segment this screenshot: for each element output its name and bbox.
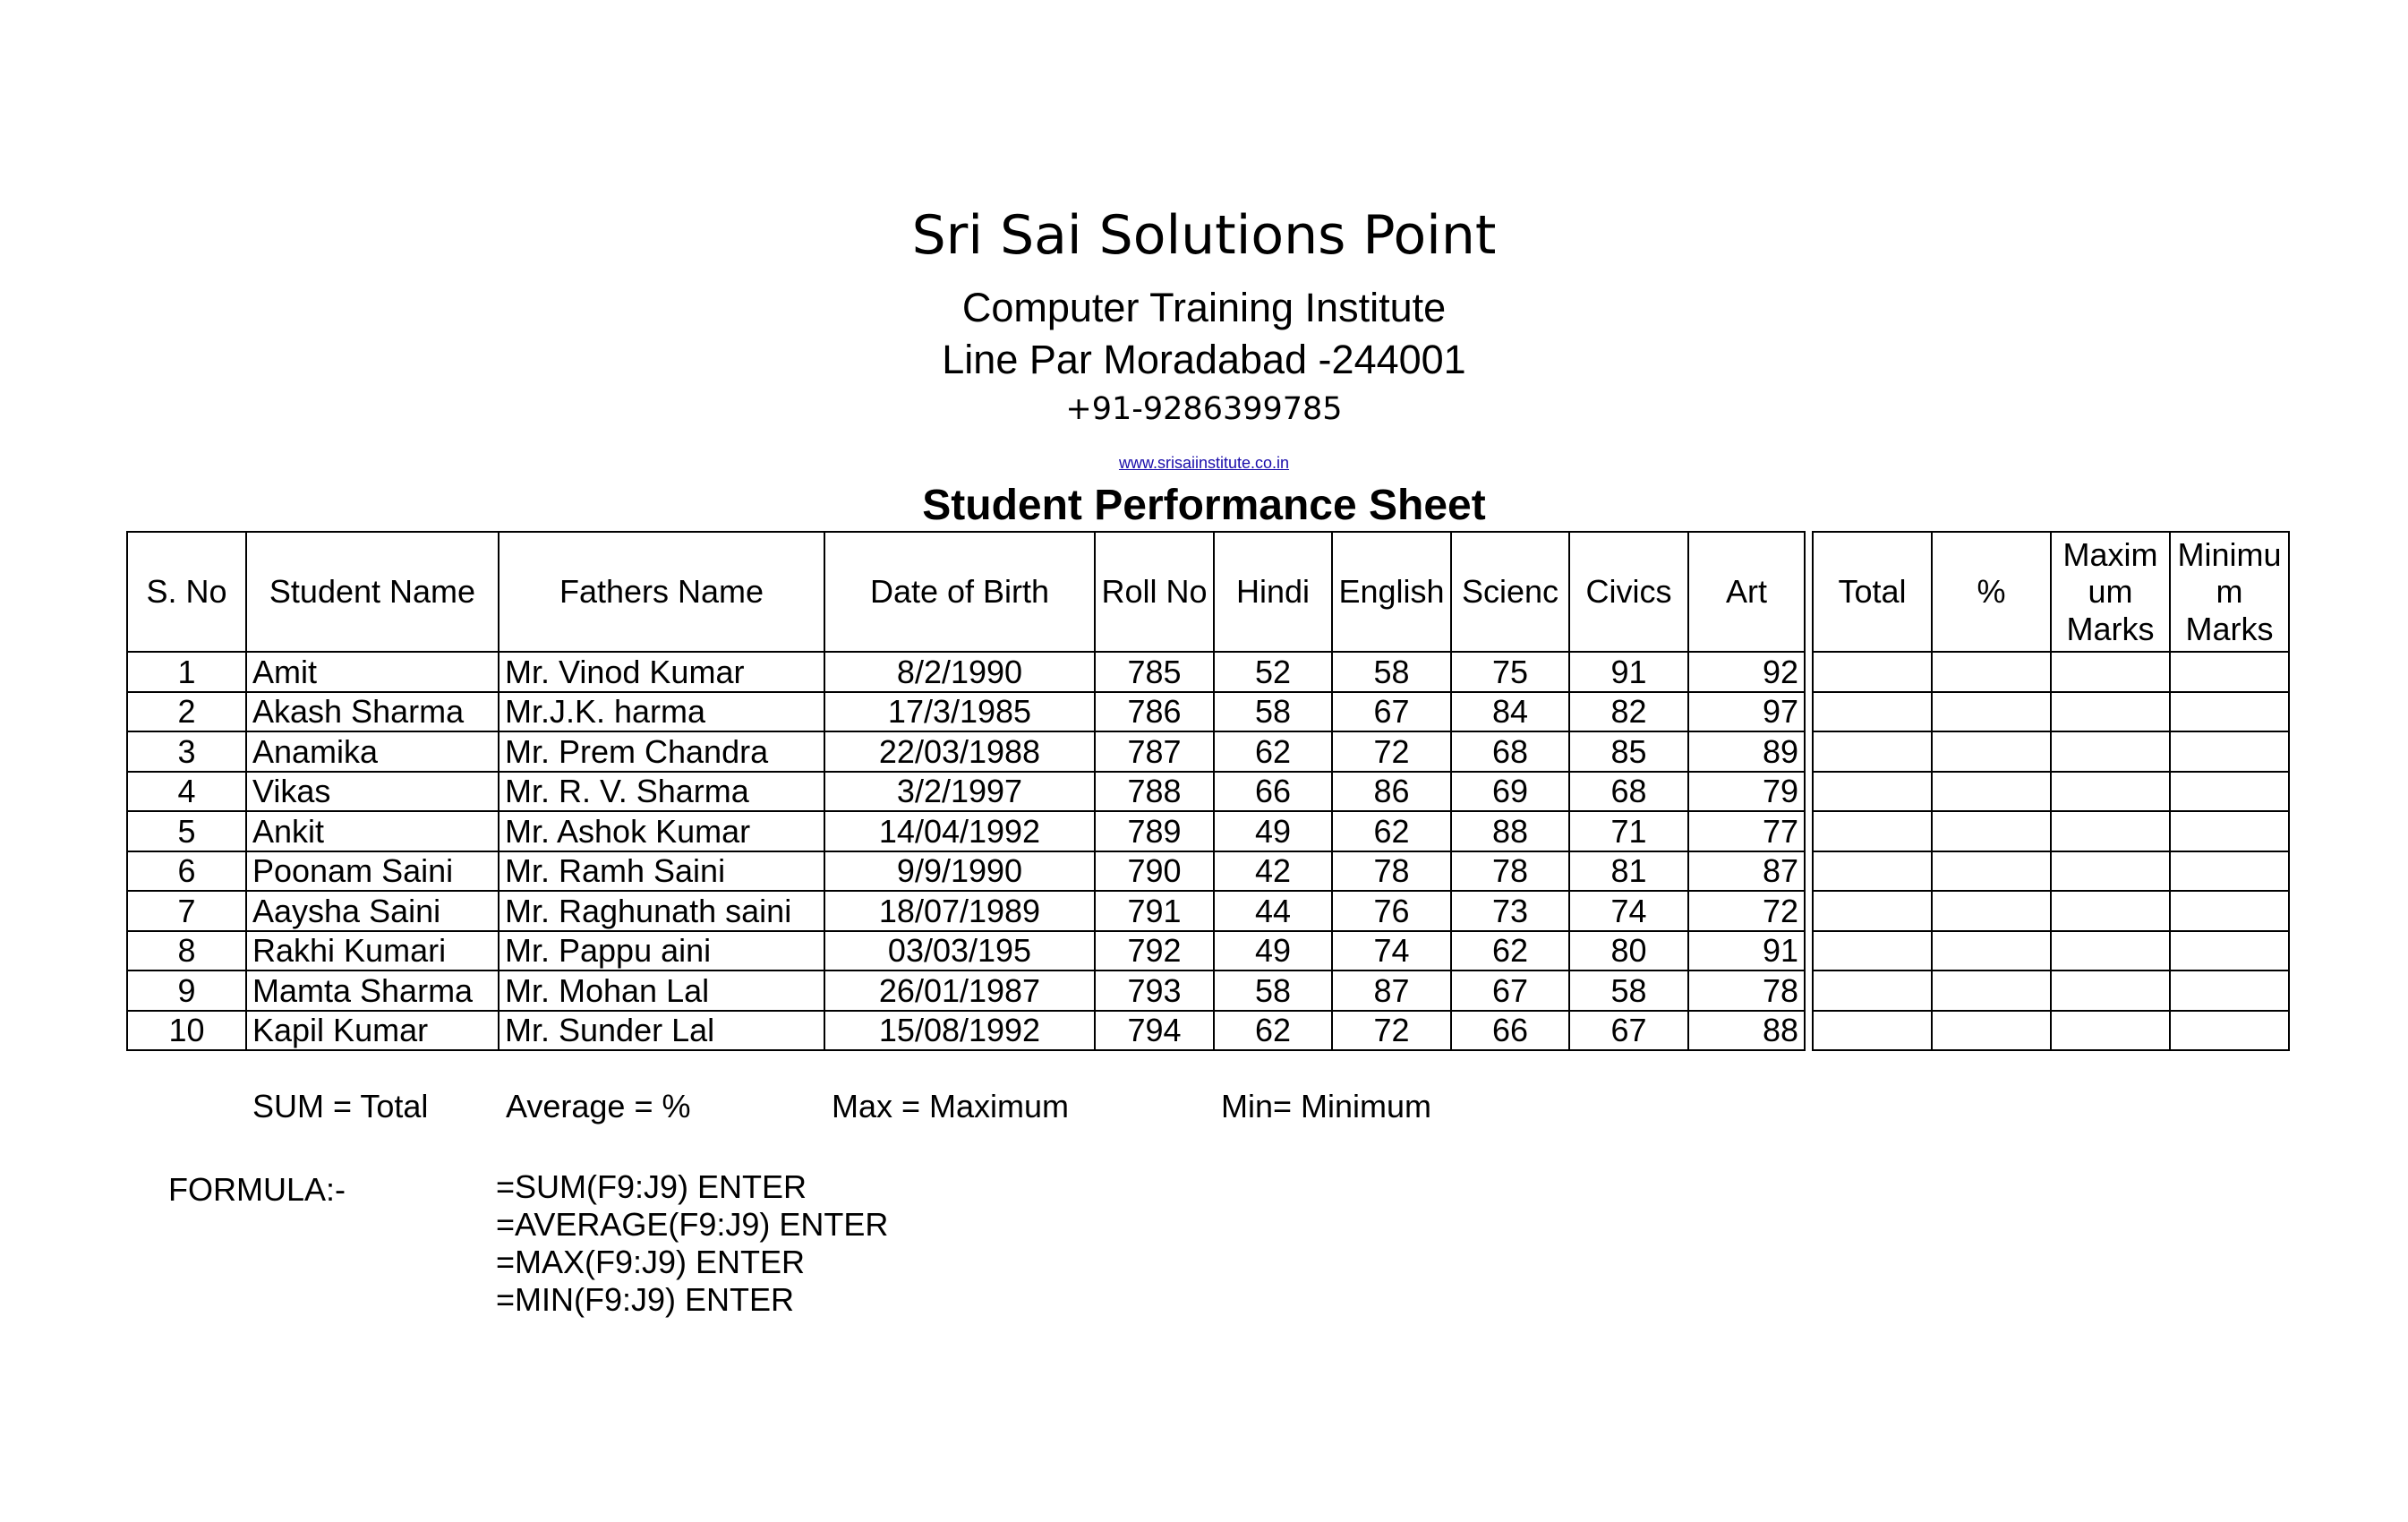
cell-english: 58 (1332, 652, 1451, 692)
cell-fathers-name: Mr.J.K. harma (499, 692, 824, 732)
legend-average: Average = % (506, 1088, 691, 1124)
cell-civics: 71 (1569, 811, 1688, 851)
cell-art: 87 (1688, 851, 1805, 892)
cell-science: 68 (1451, 731, 1569, 772)
result-cell-empty[interactable] (2051, 652, 2170, 692)
cell-student-name: Vikas (246, 772, 499, 812)
col-header-percent: % (1932, 532, 2051, 652)
cell-art: 78 (1688, 970, 1805, 1011)
formula-label: FORMULA:- (168, 1171, 346, 1208)
cell-science: 78 (1451, 851, 1569, 892)
cell-dob: 9/9/1990 (824, 851, 1095, 892)
result-cell-empty[interactable] (2170, 970, 2289, 1011)
result-cell-empty[interactable] (1813, 652, 1932, 692)
result-cell-empty[interactable] (2170, 891, 2289, 931)
legend-sum: SUM = Total (252, 1088, 429, 1124)
cell-roll-no: 791 (1095, 891, 1214, 931)
result-cell-empty[interactable] (2051, 1011, 2170, 1051)
cell-science: 67 (1451, 970, 1569, 1011)
cell-art: 89 (1688, 731, 1805, 772)
cell-roll-no: 790 (1095, 851, 1214, 892)
col-header-science: Scienc (1451, 532, 1569, 652)
col-header-fathers-name: Fathers Name (499, 532, 824, 652)
cell-sno: 3 (127, 731, 246, 772)
result-row (1813, 652, 2289, 692)
result-cell-empty[interactable] (1932, 851, 2051, 892)
cell-sno: 4 (127, 772, 246, 812)
cell-hindi: 66 (1214, 772, 1332, 812)
result-cell-empty[interactable] (2170, 692, 2289, 732)
cell-science: 66 (1451, 1011, 1569, 1051)
result-cell-empty[interactable] (1813, 931, 1932, 971)
result-cell-empty[interactable] (1813, 731, 1932, 772)
table-body (127, 652, 1805, 1050)
cell-dob: 22/03/1988 (824, 731, 1095, 772)
cell-hindi: 44 (1214, 891, 1332, 931)
table-row (127, 891, 1805, 931)
result-body (1813, 652, 2289, 1050)
result-cell-empty[interactable] (1932, 731, 2051, 772)
result-cell-empty[interactable] (2051, 851, 2170, 892)
cell-fathers-name: Mr. Raghunath saini (499, 891, 824, 931)
cell-art: 77 (1688, 811, 1805, 851)
result-row (1813, 891, 2289, 931)
result-cell-empty[interactable] (2170, 652, 2289, 692)
sheet-title: Student Performance Sheet (922, 482, 1486, 529)
result-cell-empty[interactable] (1932, 891, 2051, 931)
cell-civics: 80 (1569, 931, 1688, 971)
cell-english: 72 (1332, 1011, 1451, 1051)
table-row (127, 931, 1805, 971)
cell-hindi: 62 (1214, 1011, 1332, 1051)
result-cell-empty[interactable] (1932, 692, 2051, 732)
cell-student-name: Amit (246, 652, 499, 692)
cell-hindi: 62 (1214, 731, 1332, 772)
col-header-dob: Date of Birth (824, 532, 1095, 652)
cell-sno: 8 (127, 931, 246, 971)
cell-science: 88 (1451, 811, 1569, 851)
table-row (127, 970, 1805, 1011)
cell-student-name: Akash Sharma (246, 692, 499, 732)
cell-hindi: 52 (1214, 652, 1332, 692)
cell-student-name: Anamika (246, 731, 499, 772)
cell-fathers-name: Mr. Vinod Kumar (499, 652, 824, 692)
cell-art: 79 (1688, 772, 1805, 812)
table-row (127, 851, 1805, 892)
cell-hindi: 49 (1214, 931, 1332, 971)
result-row (1813, 731, 2289, 772)
result-row (1813, 811, 2289, 851)
cell-fathers-name: Mr. R. V. Sharma (499, 772, 824, 812)
table-row (127, 772, 1805, 812)
cell-english: 74 (1332, 931, 1451, 971)
table-row (127, 731, 1805, 772)
cell-english: 87 (1332, 970, 1451, 1011)
cell-dob: 17/3/1985 (824, 692, 1095, 732)
result-cell-empty[interactable] (2170, 772, 2289, 812)
result-cell-empty[interactable] (1813, 891, 1932, 931)
cell-sno: 5 (127, 811, 246, 851)
col-header-min-marks: Minimu m Marks (2170, 532, 2289, 652)
result-header-row (1813, 532, 2289, 652)
cell-dob: 14/04/1992 (824, 811, 1095, 851)
result-cell-empty[interactable] (2170, 731, 2289, 772)
result-cell-empty[interactable] (1932, 772, 2051, 812)
cell-dob: 03/03/195 (824, 931, 1095, 971)
result-cell-empty[interactable] (1813, 811, 1932, 851)
cell-civics: 68 (1569, 772, 1688, 812)
formula-list (496, 1168, 889, 1318)
cell-hindi: 58 (1214, 692, 1332, 732)
cell-civics: 58 (1569, 970, 1688, 1011)
cell-art: 92 (1688, 652, 1805, 692)
cell-english: 72 (1332, 731, 1451, 772)
result-cell-empty[interactable] (2170, 811, 2289, 851)
cell-science: 73 (1451, 891, 1569, 931)
formula-average: =AVERAGE(F9:J9) ENTER (496, 1206, 889, 1243)
legend-min: Min= Minimum (1221, 1088, 1432, 1124)
result-cell-empty[interactable] (1813, 851, 1932, 892)
cell-civics: 74 (1569, 891, 1688, 931)
result-cell-empty[interactable] (2051, 811, 2170, 851)
cell-civics: 85 (1569, 731, 1688, 772)
cell-student-name: Ankit (246, 811, 499, 851)
cell-fathers-name: Mr. Ashok Kumar (499, 811, 824, 851)
table-row (127, 692, 1805, 732)
cell-hindi: 58 (1214, 970, 1332, 1011)
cell-dob: 18/07/1989 (824, 891, 1095, 931)
cell-roll-no: 792 (1095, 931, 1214, 971)
cell-science: 69 (1451, 772, 1569, 812)
cell-student-name: Rakhi Kumari (246, 931, 499, 971)
cell-sno: 6 (127, 851, 246, 892)
cell-civics: 82 (1569, 692, 1688, 732)
cell-sno: 2 (127, 692, 246, 732)
cell-science: 84 (1451, 692, 1569, 732)
cell-roll-no: 786 (1095, 692, 1214, 732)
result-cell-empty[interactable] (1813, 772, 1932, 812)
institute-name: Sri Sai Solutions Point (911, 204, 1497, 267)
institute-phone: +91-9286399785 (1065, 391, 1343, 427)
result-cell-empty[interactable] (2170, 931, 2289, 971)
cell-fathers-name: Mr. Sunder Lal (499, 1011, 824, 1051)
cell-roll-no: 789 (1095, 811, 1214, 851)
cell-hindi: 49 (1214, 811, 1332, 851)
cell-sno: 1 (127, 652, 246, 692)
table-row (127, 652, 1805, 692)
table-row (127, 811, 1805, 851)
institute-address: Line Par Moradabad -244001 (942, 337, 1466, 382)
cell-civics: 91 (1569, 652, 1688, 692)
result-cell-empty[interactable] (2170, 851, 2289, 892)
col-header-english: English (1332, 532, 1451, 652)
result-cell-empty[interactable] (2051, 731, 2170, 772)
institute-subtitle: Computer Training Institute (961, 285, 1447, 330)
formula-min: =MIN(F9:J9) ENTER (496, 1281, 795, 1318)
col-header-student-name: Student Name (246, 532, 499, 652)
website-link[interactable]: www.srisaiinstitute.co.in (1118, 454, 1290, 472)
result-table (1812, 531, 2290, 1051)
performance-table (126, 531, 1806, 1051)
cell-english: 67 (1332, 692, 1451, 732)
header-row (127, 532, 1805, 652)
formula-max: =MAX(F9:J9) ENTER (496, 1244, 806, 1280)
cell-roll-no: 793 (1095, 970, 1214, 1011)
cell-dob: 3/2/1997 (824, 772, 1095, 812)
col-header-total: Total (1813, 532, 1932, 652)
cell-roll-no: 787 (1095, 731, 1214, 772)
cell-fathers-name: Mr. Ramh Saini (499, 851, 824, 892)
cell-sno: 10 (127, 1011, 246, 1051)
cell-english: 62 (1332, 811, 1451, 851)
cell-art: 88 (1688, 1011, 1805, 1051)
result-cell-empty[interactable] (2051, 772, 2170, 812)
col-header-hindi: Hindi (1214, 532, 1332, 652)
result-cell-empty[interactable] (1813, 1011, 1932, 1051)
result-row (1813, 931, 2289, 971)
result-row (1813, 772, 2289, 812)
result-cell-empty[interactable] (2051, 891, 2170, 931)
result-cell-empty[interactable] (1813, 970, 1932, 1011)
cell-roll-no: 794 (1095, 1011, 1214, 1051)
cell-fathers-name: Mr. Mohan Lal (499, 970, 824, 1011)
table-row (127, 1011, 1805, 1051)
cell-civics: 81 (1569, 851, 1688, 892)
result-cell-empty[interactable] (2051, 931, 2170, 971)
col-header-art: Art (1688, 532, 1805, 652)
cell-dob: 15/08/1992 (824, 1011, 1095, 1051)
cell-sno: 9 (127, 970, 246, 1011)
result-row (1813, 970, 2289, 1011)
result-cell-empty[interactable] (2051, 692, 2170, 732)
cell-art: 91 (1688, 931, 1805, 971)
legend-max: Max = Maximum (832, 1088, 1070, 1124)
cell-civics: 67 (1569, 1011, 1688, 1051)
result-cell-empty[interactable] (2051, 970, 2170, 1011)
col-header-civics: Civics (1569, 532, 1688, 652)
cell-student-name: Aaysha Saini (246, 891, 499, 931)
result-cell-empty[interactable] (1932, 931, 2051, 971)
cell-student-name: Poonam Saini (246, 851, 499, 892)
col-header-roll-no: Roll No (1095, 532, 1214, 652)
cell-science: 75 (1451, 652, 1569, 692)
formula-sum: =SUM(F9:J9) ENTER (496, 1168, 807, 1205)
col-header-sno: S. No (127, 532, 246, 652)
cell-sno: 7 (127, 891, 246, 931)
cell-roll-no: 788 (1095, 772, 1214, 812)
cell-fathers-name: Mr. Prem Chandra (499, 731, 824, 772)
result-row (1813, 692, 2289, 732)
cell-english: 78 (1332, 851, 1451, 892)
result-row (1813, 851, 2289, 892)
cell-english: 86 (1332, 772, 1451, 812)
result-cell-empty[interactable] (1813, 692, 1932, 732)
cell-english: 76 (1332, 891, 1451, 931)
cell-student-name: Kapil Kumar (246, 1011, 499, 1051)
cell-art: 72 (1688, 891, 1805, 931)
cell-dob: 8/2/1990 (824, 652, 1095, 692)
result-cell-empty[interactable] (1932, 652, 2051, 692)
cell-science: 62 (1451, 931, 1569, 971)
cell-roll-no: 785 (1095, 652, 1214, 692)
cell-art: 97 (1688, 692, 1805, 732)
cell-student-name: Mamta Sharma (246, 970, 499, 1011)
result-cell-empty[interactable] (2170, 1011, 2289, 1051)
result-cell-empty[interactable] (1932, 811, 2051, 851)
result-cell-empty[interactable] (1932, 970, 2051, 1011)
col-header-max-marks: Maxim um Marks (2051, 532, 2170, 652)
cell-hindi: 42 (1214, 851, 1332, 892)
result-cell-empty[interactable] (1932, 1011, 2051, 1051)
cell-fathers-name: Mr. Pappu aini (499, 931, 824, 971)
cell-dob: 26/01/1987 (824, 970, 1095, 1011)
result-row (1813, 1011, 2289, 1051)
